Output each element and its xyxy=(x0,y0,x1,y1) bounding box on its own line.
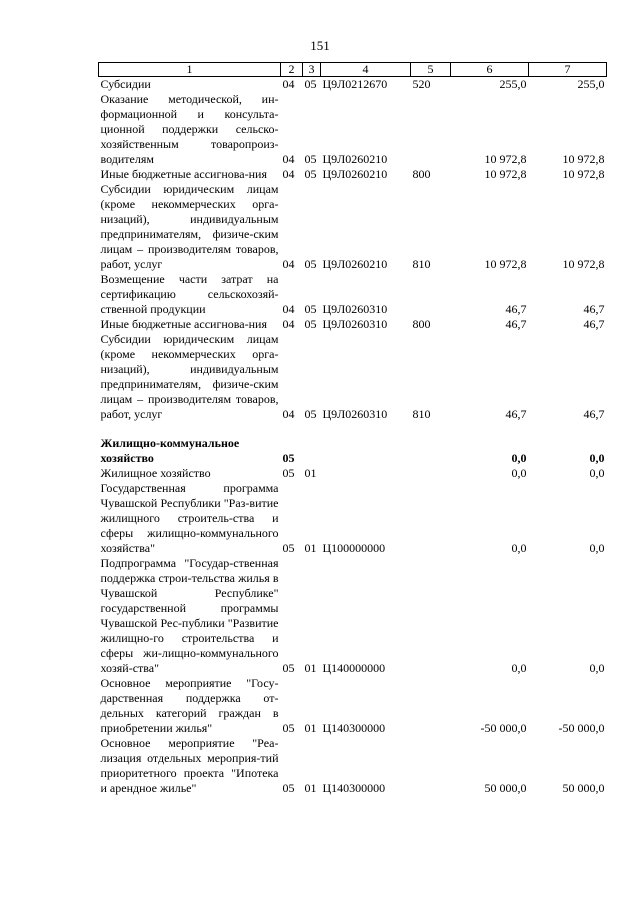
expense-type: 520 xyxy=(412,77,431,91)
table-row xyxy=(99,556,607,676)
expense-type: 810 xyxy=(412,407,431,421)
target-article: Ц140300000 xyxy=(322,781,386,795)
subsection-code: 01 xyxy=(304,721,317,735)
amount-2019: 46,7 xyxy=(505,317,527,331)
row-name: Субсидии юридическим лицам (кроме некоммерческих орга-низаций), индивидуальным предпринимателям, физиче-ским лицам – производителям товаров, работ, услуг xyxy=(100,182,279,271)
target-article: Ц9Л0260310 xyxy=(322,317,388,331)
row-name: Субсидии xyxy=(100,77,151,91)
expense-type xyxy=(411,466,451,481)
page-number: 151 xyxy=(310,38,330,53)
row-name: Иные бюджетные ассигнова-ния xyxy=(100,167,267,181)
row-name: Субсидии юридическим лицам (кроме некоммерческих орга-низаций), индивидуальным предпринимателям, физиче-ским лицам – производителям товаров, работ, услуг xyxy=(100,332,279,421)
subsection-code: 05 xyxy=(304,407,317,421)
expense-type xyxy=(411,272,451,317)
table-row xyxy=(99,676,607,736)
section-code: 05 xyxy=(282,466,295,480)
table-row xyxy=(99,167,607,182)
table-row xyxy=(99,272,607,317)
target-article: Ц9Л0260310 xyxy=(322,407,388,421)
amount-2019: 0,0 xyxy=(511,451,527,465)
row-name: Жилищное хозяйство xyxy=(100,466,211,480)
target-article: Ц100000000 xyxy=(322,541,386,555)
expense-type xyxy=(411,736,451,796)
target-article xyxy=(321,466,411,481)
column-header: 7 xyxy=(529,63,607,77)
column-header: 2 xyxy=(281,63,303,77)
target-article: Ц9Л0212670 xyxy=(322,77,388,91)
expense-type xyxy=(411,92,451,167)
section-code: 04 xyxy=(282,317,295,331)
amount-2019: 255,0 xyxy=(499,77,527,91)
amount-2020: -50 000,0 xyxy=(558,721,605,735)
expense-type xyxy=(411,481,451,556)
section-code: 04 xyxy=(282,407,295,421)
row-name: Оказание методической, ин-формационной и консульта-ционной поддержки сельско-хозяйственным товаропроиз-водителям xyxy=(100,92,279,166)
section-code: 04 xyxy=(282,152,295,166)
amount-2020: 46,7 xyxy=(583,407,605,421)
expense-type xyxy=(411,676,451,736)
target-article: Ц140000000 xyxy=(322,661,386,675)
amount-2019: 50 000,0 xyxy=(484,781,527,795)
amount-2019: 0,0 xyxy=(511,661,527,675)
table-row xyxy=(99,317,607,332)
amount-2019: 10 972,8 xyxy=(484,257,527,271)
section-code: 05 xyxy=(282,661,295,675)
column-header: 6 xyxy=(451,63,529,77)
column-header: 1 xyxy=(99,63,281,77)
table-row xyxy=(99,466,607,481)
target-article: Ц9Л0260210 xyxy=(322,152,388,166)
section-code: 04 xyxy=(282,302,295,316)
subsection-code: 05 xyxy=(304,302,317,316)
section-code: 05 xyxy=(282,541,295,555)
amount-2020: 255,0 xyxy=(577,77,605,91)
amount-2020: 0,0 xyxy=(589,466,605,480)
column-header: 4 xyxy=(321,63,411,77)
subsection-code xyxy=(303,436,321,466)
amount-2020: 0,0 xyxy=(589,661,605,675)
amount-2020: 10 972,8 xyxy=(562,257,605,271)
table-row xyxy=(99,332,607,422)
amount-2020: 0,0 xyxy=(589,541,605,555)
table-row xyxy=(99,182,607,272)
column-header: 5 xyxy=(411,63,451,77)
row-name: Жилищно-коммунальное хозяйство xyxy=(100,436,240,465)
amount-2020: 10 972,8 xyxy=(562,167,605,181)
section-code: 05 xyxy=(282,781,295,795)
expense-type xyxy=(411,436,451,466)
table-row xyxy=(99,92,607,167)
target-article: Ц9Л0260210 xyxy=(322,167,388,181)
table-row xyxy=(99,481,607,556)
expense-type xyxy=(411,556,451,676)
subsection-code: 05 xyxy=(304,317,317,331)
section-code: 05 xyxy=(282,451,295,465)
amount-2019: 10 972,8 xyxy=(484,152,527,166)
row-name: Подпрограмма "Государ-ственная поддержка строи-тельства жилья в Чувашской Республике" государственной программы Чувашской Рес-публики "Развитие жилищно-го строительства и сферы жи-лищно-коммунального хозяй-ства" xyxy=(100,556,279,675)
amount-2019: -50 000,0 xyxy=(480,721,527,735)
row-name: Основное мероприятие "Госу-дарственная поддержка от-дельных категорий граждан в приобретении жилья" xyxy=(100,676,279,735)
table-row xyxy=(99,736,607,796)
table-body xyxy=(99,77,607,797)
spacer-row xyxy=(99,422,607,436)
subsection-code: 05 xyxy=(304,257,317,271)
expense-type: 800 xyxy=(412,317,431,331)
subsection-code: 01 xyxy=(304,466,317,480)
subsection-code: 01 xyxy=(304,781,317,795)
subsection-code: 05 xyxy=(304,152,317,166)
section-code: 04 xyxy=(282,167,295,181)
target-article: Ц140300000 xyxy=(322,721,386,735)
amount-2019: 46,7 xyxy=(505,302,527,316)
row-name: Иные бюджетные ассигнова-ния xyxy=(100,317,267,331)
table-header xyxy=(99,63,607,77)
row-name: Основное мероприятие "Реа-лизация отдельных мероприя-тий приоритетного проекта "Ипотека и арендное жилье" xyxy=(100,736,279,795)
amount-2020: 0,0 xyxy=(589,451,605,465)
amount-2019: 46,7 xyxy=(505,407,527,421)
budget-table xyxy=(98,62,607,796)
target-article xyxy=(321,436,411,466)
row-name: Государственная программа Чувашской Республики "Раз-витие жилищного строитель-ства и сферы жилищно-коммунального хозяйства" xyxy=(100,481,279,555)
section-code: 05 xyxy=(282,721,295,735)
target-article: Ц9Л0260210 xyxy=(322,257,388,271)
table-row xyxy=(99,77,607,93)
amount-2020: 10 972,8 xyxy=(562,152,605,166)
amount-2019: 0,0 xyxy=(511,541,527,555)
table-row xyxy=(99,436,607,466)
amount-2019: 10 972,8 xyxy=(484,167,527,181)
subsection-code: 05 xyxy=(304,77,317,91)
amount-2019: 0,0 xyxy=(511,466,527,480)
column-header: 3 xyxy=(303,63,321,77)
amount-2020: 50 000,0 xyxy=(562,781,605,795)
amount-2020: 46,7 xyxy=(583,317,605,331)
target-article: Ц9Л0260310 xyxy=(322,302,388,316)
subsection-code: 01 xyxy=(304,541,317,555)
subsection-code: 01 xyxy=(304,661,317,675)
section-code: 04 xyxy=(282,257,295,271)
amount-2020: 46,7 xyxy=(583,302,605,316)
expense-type: 800 xyxy=(412,167,431,181)
subsection-code: 05 xyxy=(304,167,317,181)
section-code: 04 xyxy=(282,77,295,91)
row-name: Возмещение части затрат на сертификацию сельскохозяй-ственной продукции xyxy=(100,272,279,316)
expense-type: 810 xyxy=(412,257,431,271)
